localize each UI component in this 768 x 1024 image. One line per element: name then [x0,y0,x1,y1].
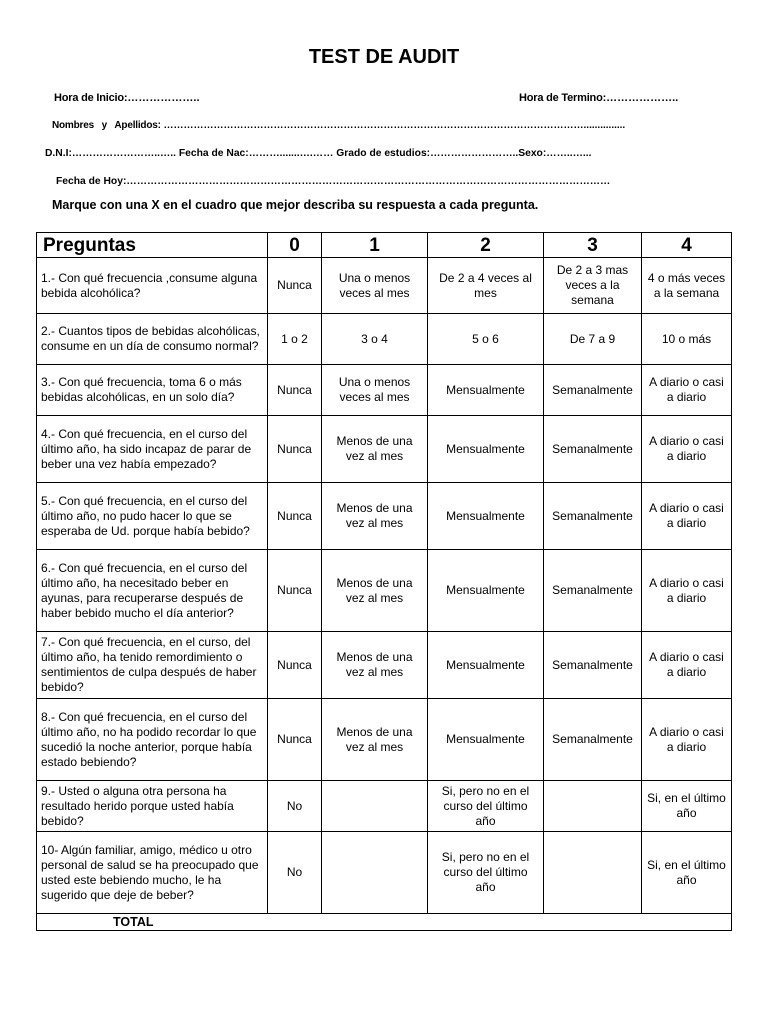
fecha-nac-label: Fecha de Nac: [178,148,249,159]
audit-table [36,232,732,931]
question-text: 3.- Con qué frecuencia, toma 6 o más bebidas alcohólicas, en un solo día? [37,365,268,416]
answer-cell-2[interactable]: De 2 a 4 veces al mes [428,258,544,314]
answer-cell-2[interactable]: Mensualmente [428,632,544,699]
answer-cell-0[interactable]: 1 o 2 [268,314,322,365]
answer-cell-0[interactable]: Nunca [268,699,322,781]
hora-termino-label: Hora de Termino: [519,92,607,104]
table-row [37,416,732,483]
fecha-hoy-label: Fecha de Hoy: [56,176,127,187]
fecha-hoy-line [56,176,610,187]
answer-cell-0[interactable]: No [268,781,322,832]
answer-cell-0[interactable]: Nunca [268,365,322,416]
answer-cell-0[interactable]: Nunca [268,632,322,699]
table-row [37,365,732,416]
answer-cell-3[interactable]: De 2 a 3 mas veces a la semana [544,258,642,314]
answer-cell-1[interactable]: Una o menos veces al mes [322,365,428,416]
nombres-field[interactable]: ………………………………………………………………………………………………………………............... [163,120,626,131]
answer-cell-1[interactable]: Menos de una vez al mes [322,699,428,781]
answer-cell-2[interactable]: Mensualmente [428,483,544,550]
document-title: TEST DE AUDIT [308,46,460,68]
nombres-label: Nombres y Apellidos: [52,120,161,131]
answer-cell-4[interactable]: 10 o más [642,314,732,365]
answer-cell-2[interactable]: Mensualmente [428,416,544,483]
instructions: Marque con una X en el cuadro que mejor describa su respuesta a cada pregunta. [52,198,539,212]
grado-label: Grado de estudios: [336,148,431,159]
hora-inicio-line [54,92,200,104]
answer-cell-3[interactable]: Semanalmente [544,483,642,550]
question-text: 7.- Con qué frecuencia, en el curso, del último año, ha tenido remordimiento o sentimientos de culpa después de haber bebido? [37,632,268,699]
answer-cell-0[interactable]: Nunca [268,258,322,314]
header-score-1: 1 [322,233,428,258]
answer-cell-4[interactable]: A diario o casi a diario [642,632,732,699]
answer-cell-1[interactable] [322,832,428,914]
table-row [37,632,732,699]
answer-cell-0[interactable]: Nunca [268,416,322,483]
answer-cell-3[interactable] [544,781,642,832]
table-row [37,781,732,832]
table-row [37,483,732,550]
dni-field[interactable]: ……………………..….. [71,148,177,159]
answer-cell-1[interactable]: 3 o 4 [322,314,428,365]
hora-termino-line [519,92,678,104]
answer-cell-4[interactable]: A diario o casi a diario [642,416,732,483]
header-score-3: 3 [544,233,642,258]
question-text: 5.- Con qué frecuencia, en el curso del último año, no pudo hacer lo que se esperaba de Ud. porque había bebido? [37,483,268,550]
fecha-nac-field[interactable]: ……….......….…… [248,148,334,159]
table-row [37,550,732,632]
answer-cell-1[interactable] [322,781,428,832]
question-text: 6.- Con qué frecuencia, en el curso del último año, ha necesitado beber en ayunas, para recuperarse después de haber bebido mucho el día anterior? [37,550,268,632]
sexo-field[interactable]: ……..…... [546,148,592,159]
answer-cell-3[interactable]: Semanalmente [544,550,642,632]
answer-cell-4[interactable]: A diario o casi a diario [642,550,732,632]
question-text: 9.- Usted o alguna otra persona ha resultado herido porque usted había bebido? [37,781,268,832]
nombres-line [52,120,625,131]
answer-cell-1[interactable]: Menos de una vez al mes [322,483,428,550]
grado-field[interactable]: …………………….. [430,148,519,159]
dni-label: D.N.I: [45,148,72,159]
hora-inicio-field[interactable]: ……………….. [127,92,200,104]
hora-inicio-label: Hora de Inicio: [54,92,128,104]
answer-cell-1[interactable]: Menos de una vez al mes [322,632,428,699]
header-score-2: 2 [428,233,544,258]
header-score-0: 0 [268,233,322,258]
question-text: 4.- Con qué frecuencia, en el curso del último año, ha sido incapaz de parar de beber una vez había empezado? [37,416,268,483]
answer-cell-4[interactable]: A diario o casi a diario [642,365,732,416]
header-row [37,233,732,258]
answer-cell-3[interactable] [544,832,642,914]
answer-cell-0[interactable]: Nunca [268,550,322,632]
table-row [37,314,732,365]
total-label: TOTAL [37,914,732,931]
hora-termino-field[interactable]: ……………….. [606,92,679,104]
answer-cell-1[interactable]: Menos de una vez al mes [322,550,428,632]
answer-cell-0[interactable]: No [268,832,322,914]
header-score-4: 4 [642,233,732,258]
answer-cell-4[interactable]: A diario o casi a diario [642,699,732,781]
answer-cell-2[interactable]: Mensualmente [428,699,544,781]
fecha-hoy-field[interactable]: …………………………………………………………………………………………………………………………… [126,176,611,187]
answer-cell-2[interactable]: 5 o 6 [428,314,544,365]
datos-line [45,148,591,159]
answer-cell-3[interactable]: De 7 a 9 [544,314,642,365]
sexo-label: Sexo: [518,148,547,159]
header-preguntas: Preguntas [37,233,268,258]
table-row [37,832,732,914]
question-text: 2.- Cuantos tipos de bebidas alcohólicas, consume en un día de consumo normal? [37,314,268,365]
answer-cell-4[interactable]: 4 o más veces a la semana [642,258,732,314]
question-text: 8.- Con qué frecuencia, en el curso del último año, no ha podido recordar lo que sucedió la noche anterior, porque había estado bebiendo? [37,699,268,781]
answer-cell-2[interactable]: Mensualmente [428,550,544,632]
answer-cell-3[interactable]: Semanalmente [544,632,642,699]
answer-cell-2[interactable]: Mensualmente [428,365,544,416]
answer-cell-0[interactable]: Nunca [268,483,322,550]
answer-cell-2[interactable]: Si, pero no en el curso del último año [428,781,544,832]
answer-cell-3[interactable]: Semanalmente [544,416,642,483]
total-row [37,914,732,931]
question-text: 1.- Con qué frecuencia ,consume alguna bebida alcohólica? [37,258,268,314]
answer-cell-4[interactable]: A diario o casi a diario [642,483,732,550]
answer-cell-3[interactable]: Semanalmente [544,365,642,416]
answer-cell-1[interactable]: Una o menos veces al mes [322,258,428,314]
answer-cell-4[interactable]: Si, en el último año [642,832,732,914]
answer-cell-1[interactable]: Menos de una vez al mes [322,416,428,483]
answer-cell-3[interactable]: Semanalmente [544,699,642,781]
answer-cell-2[interactable]: Si, pero no en el curso del último año [428,832,544,914]
table-row [37,258,732,314]
table-row [37,699,732,781]
answer-cell-4[interactable]: Si, en el último año [642,781,732,832]
question-text: 10- Algún familiar, amigo, médico u otro personal de salud se ha preocupado que usted este bebiendo mucho, le ha sugerido que deje de beber? [37,832,268,914]
